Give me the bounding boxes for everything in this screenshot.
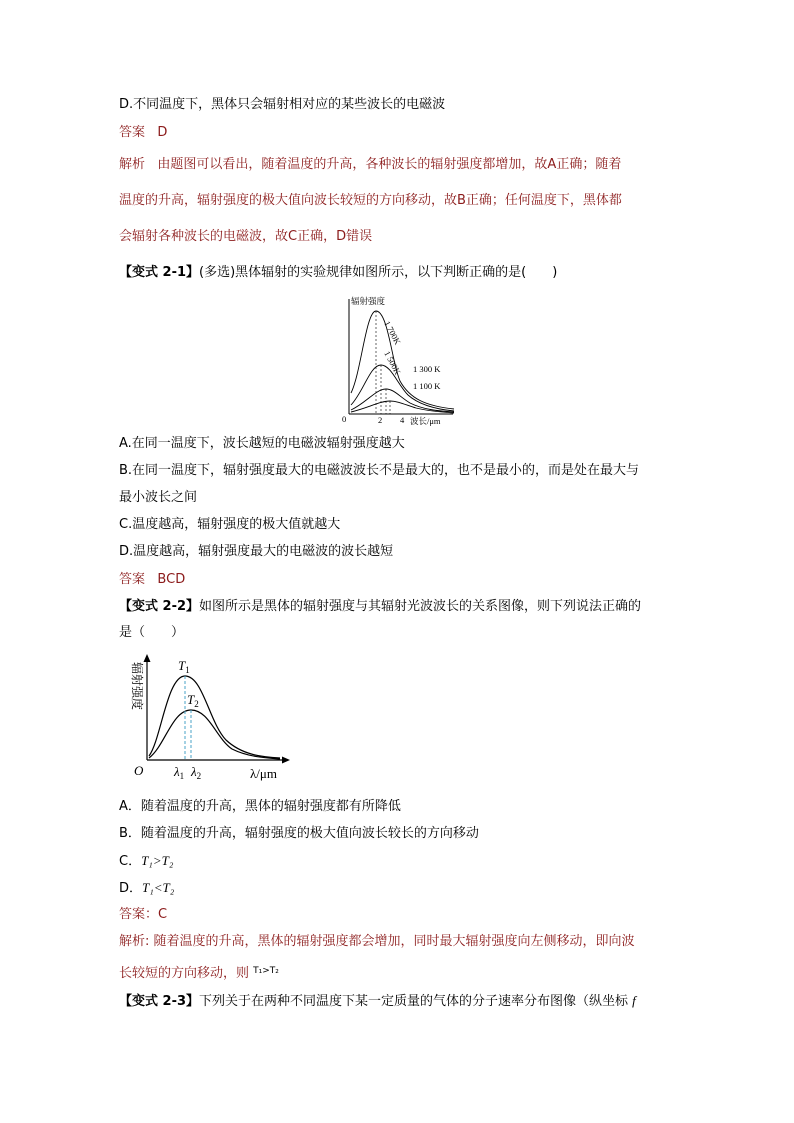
q3-lambda1: $\lambda_1$ [174, 764, 185, 781]
option-c-prefix: C． [119, 854, 142, 869]
option-d-expr: T₁<T₂ [142, 880, 175, 895]
q2-option-b-line2: 最小波长之间 [119, 490, 198, 505]
q2-curve-label-1500: 1 500K [382, 349, 403, 377]
analysis-text: 长较短的方向移动，则 [119, 966, 250, 981]
q3-option-d [119, 880, 174, 897]
q4-stem-text: 下列关于在两种不同温度下某一定质量的气体的分子速率分布图像（纵坐标 [199, 994, 629, 1009]
q2-xlabel: 波长/μm [410, 416, 441, 426]
q2-blackbody-figure [336, 293, 466, 431]
q2-tick-4: 4 [400, 415, 405, 425]
analysis-text: 由题图可以看出，随着温度的升高，各种波长的辐射强度都增加，故A正确；随着 [157, 157, 622, 172]
q3-stem-line2: 是（ ） [119, 625, 185, 640]
q3-xlabel: λ/μm [250, 766, 277, 781]
q2-curve-label-1100: 1 100 K [413, 381, 441, 391]
q3-answer: 答案：C [119, 907, 168, 922]
q3-lambda2: $\lambda_2$ [191, 764, 202, 781]
q3-blackbody-figure [114, 652, 294, 784]
q4-stem-end: f [632, 993, 636, 1008]
q3-stem-line1 [119, 599, 641, 615]
q1-analysis-line3: 会辐射各种波长的电磁波，故C正确，D错误 [119, 229, 373, 244]
q3-option-a: A．随着温度的升高，黑体的辐射强度都有所降低 [119, 799, 401, 814]
q2-tag: 【变式 2-1】 [119, 265, 200, 280]
q1-answer [119, 125, 167, 141]
q3-option-b: B．随着温度的升高，辐射强度的极大值向波长较长的方向移动 [119, 826, 479, 841]
answer-label: 答案 [119, 125, 146, 140]
q3-analysis-line2 [119, 963, 279, 982]
q2-curve-label-1700: 1 700K [382, 319, 403, 347]
q2-option-a: A.在同一温度下，波长越短的电磁波辐射强度越大 [119, 436, 405, 451]
q2-answer [119, 572, 185, 588]
q1-option-d: D.不同温度下，黑体只会辐射相对应的某些波长的电磁波 [119, 97, 446, 112]
analysis-expr: T₁>T₂ [253, 966, 279, 976]
q3-origin: O [134, 763, 144, 778]
q3-tag: 【变式 2-2】 [119, 599, 200, 614]
answer-label: 答案 [119, 572, 146, 587]
q3-T1-label: $T_1$ [178, 658, 190, 675]
answer-value: D [157, 125, 168, 140]
option-c-expr: T₁>T₂ [141, 853, 174, 868]
q2-stem-text: (多选)黑体辐射的实验规律如图所示，以下判断正确的是( ) [199, 265, 558, 280]
q2-ylabel: 辐射强度 [351, 296, 386, 306]
q4-stem [119, 993, 636, 1010]
q1-analysis-line1 [119, 157, 621, 173]
q2-option-b-line1: B.在同一温度下，辐射强度最大的电磁波波长不是最大的，也不是最小的，而是处在最大与 [119, 463, 640, 478]
q2-stem [119, 265, 557, 281]
q2-option-d: D.温度越高，辐射强度最大的电磁波的波长越短 [119, 544, 394, 559]
q2-option-c: C.温度越高，辐射强度的极大值就越大 [119, 517, 341, 532]
q3-option-c [119, 853, 173, 870]
q3-T2-label: $T_2$ [187, 692, 199, 709]
q4-tag: 【变式 2-3】 [119, 994, 200, 1009]
q2-origin: 0 [342, 414, 347, 424]
q1-analysis-line2: 温度的升高，辐射强度的极大值向波长较短的方向移动，故B正确；任何温度下，黑体都 [119, 193, 622, 208]
q3-analysis-line1: 解析: 随着温度的升高，黑体的辐射强度都会增加，同时最大辐射强度向左侧移动，即向波 [119, 934, 635, 949]
q3-ylabel: 辐射强度 [130, 662, 144, 711]
analysis-label: 解析 [119, 157, 146, 172]
q2-tick-2: 2 [378, 415, 383, 425]
q3-stem-text: 如图所示是黑体的辐射强度与其辐射光波波长的关系图像，则下列说法正确的 [199, 599, 642, 614]
option-d-prefix: D． [119, 881, 143, 896]
q2-curve-label-1300: 1 300 K [413, 364, 441, 374]
answer-value: BCD [157, 572, 186, 587]
